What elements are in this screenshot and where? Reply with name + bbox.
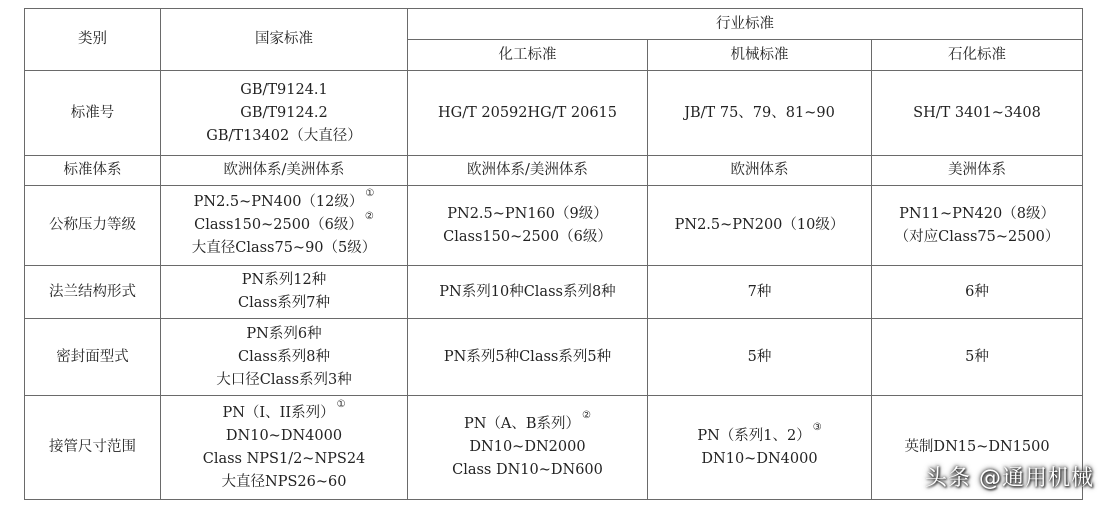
petrochemical-seal: 5种	[872, 319, 1083, 396]
national-pressure-line: 大直径Class75~90（5级）	[191, 240, 377, 256]
mechanical-pressure: PN2.5~PN200（10级）	[648, 186, 872, 266]
chemical-pressure-line: PN2.5~PN160（9级）	[447, 205, 608, 222]
footnote-mark: ②	[364, 211, 374, 222]
national-seal-line: Class系列8种	[238, 348, 330, 365]
label-standard-no: 标准号	[25, 71, 161, 156]
watermark: 头条 @通用机械	[925, 466, 1094, 491]
mechanical-pipe-line: DN10~DN4000	[701, 450, 818, 467]
petrochemical-pipe: 英制DN15~DN1500	[872, 396, 1083, 500]
national-flange-line: PN系列12种	[241, 272, 327, 288]
chemical-pipe-line: Class DN10~DN600	[452, 462, 603, 478]
label-seal: 密封面型式	[25, 319, 161, 396]
national-flange-line: Class系列7种	[238, 295, 330, 311]
petrochemical-pressure-line: （对应Class75~2500）	[894, 228, 1060, 245]
header-chemical: 化工标准	[408, 40, 648, 71]
row-seal	[25, 319, 1083, 396]
mechanical-standard-no: JB/T 75、79、81~90	[648, 71, 872, 156]
label-system: 标准体系	[25, 156, 161, 186]
header-row-1	[25, 9, 1083, 40]
national-standard-no-line: GB/T9124.1	[240, 81, 328, 98]
chemical-pressure-line: Class150~2500（6级）	[443, 228, 612, 245]
national-seal-line: PN系列6种	[246, 325, 322, 342]
national-pipe-line: DN10~DN4000	[225, 427, 343, 444]
label-pipe: 接管尺寸范围	[25, 396, 161, 500]
label-pressure: 公称压力等级	[25, 186, 161, 266]
national-standard-no-line: GB/T13402（大直径）	[206, 127, 362, 144]
petrochemical-standard-no: SH/T 3401~3408	[872, 71, 1083, 156]
national-pressure-text: PN2.5~PN400（12级）	[193, 194, 364, 210]
chemical-flange: PN系列10种Class系列8种	[408, 266, 648, 319]
chemical-seal: PN系列5种Class系列5种	[408, 319, 648, 396]
label-flange: 法兰结构形式	[25, 266, 161, 319]
petrochemical-system: 美洲体系	[872, 156, 1083, 186]
footnote-mark: ③	[812, 421, 822, 433]
chemical-pipe-line: DN10~DN2000	[469, 439, 586, 455]
national-pipe-text: PN（I、II系列）	[222, 404, 335, 421]
mechanical-pipe	[648, 396, 872, 500]
chemical-system: 欧洲体系/美洲体系	[408, 156, 648, 186]
national-system: 欧洲体系/美洲体系	[161, 156, 408, 186]
standards-table	[24, 8, 1083, 500]
petrochemical-pressure	[872, 186, 1083, 266]
national-pipe-line: Class NPS1/2~NPS24	[202, 450, 366, 467]
chemical-pipe	[408, 396, 648, 500]
mechanical-flange: 7种	[648, 266, 872, 319]
row-standard-no	[25, 71, 1083, 156]
national-flange	[161, 266, 408, 319]
footnote-mark: ①	[336, 398, 346, 410]
national-pressure-text: Class150~2500（6级）	[194, 217, 363, 233]
national-pressure	[161, 186, 408, 266]
petrochemical-flange: 6种	[872, 266, 1083, 319]
header-category: 类别	[25, 9, 161, 71]
national-standard-no	[161, 71, 408, 156]
chemical-pipe-text: PN（A、B系列）	[463, 416, 581, 432]
national-pipe-line	[165, 398, 403, 425]
national-pipe	[161, 396, 408, 500]
footnote-mark: ①	[365, 188, 375, 199]
national-seal-line: 大口径Class系列3种	[216, 371, 352, 388]
national-seal	[161, 319, 408, 396]
row-system	[25, 156, 1083, 186]
mechanical-seal: 5种	[648, 319, 872, 396]
header-petrochemical: 石化标准	[872, 40, 1083, 71]
row-flange	[25, 266, 1083, 319]
header-mechanical: 机械标准	[648, 40, 872, 71]
footnote-mark: ②	[582, 410, 592, 421]
petrochemical-pressure-line: PN11~PN420（8级）	[899, 205, 1055, 222]
mechanical-pipe-line	[652, 421, 867, 448]
mechanical-pipe-text: PN（系列1、2）	[697, 427, 811, 444]
national-pipe-line: 大直径NPS26~60	[221, 473, 347, 490]
mechanical-system: 欧洲体系	[648, 156, 872, 186]
row-pressure	[25, 186, 1083, 266]
header-industry: 行业标准	[408, 9, 1083, 40]
chemical-pipe-line	[412, 410, 643, 436]
chemical-pressure	[408, 186, 648, 266]
row-pipe	[25, 396, 1083, 500]
national-standard-no-line: GB/T9124.2	[240, 104, 328, 121]
national-pressure-line	[165, 211, 403, 237]
header-national: 国家标准	[161, 9, 408, 71]
chemical-standard-no: HG/T 20592HG/T 20615	[408, 71, 648, 156]
